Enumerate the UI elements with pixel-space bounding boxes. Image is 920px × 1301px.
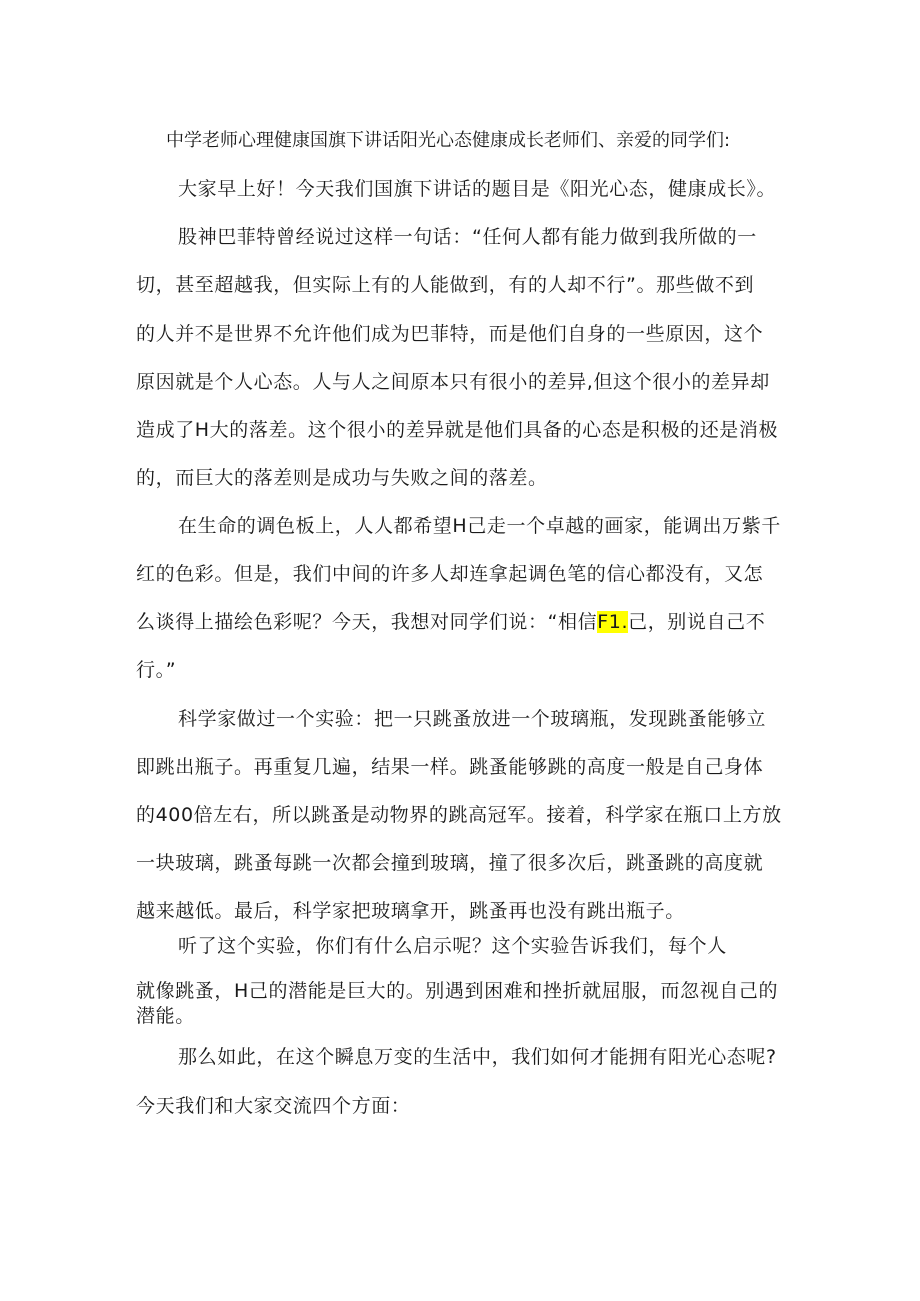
- palette-line-3-after: 己，别说自己不: [628, 611, 766, 633]
- paragraph-palette-line-2: 红的色彩。但是，我们中间的许多人却连拿起调色笔的信心都没有，又怎: [136, 563, 764, 585]
- paragraph-palette-line-1: 在生命的调色板上，人人都希望H己走一个卓越的画家，能调出万紫千: [178, 515, 781, 537]
- paragraph-buffett-line-4: 原因就是个人心态。人与人之间原本只有很小的差异,但这个很小的差异却: [136, 371, 770, 393]
- paragraph-experiment-line-2: 即跳出瓶子。再重复几遍，结果一样。跳蚤能够跳的高度一般是自己身体: [136, 756, 764, 778]
- document-title: 中学老师心理健康国旗下讲话阳光心态健康成长老师们、亲爱的同学们:: [166, 130, 731, 151]
- paragraph-insight-line-2: 就像跳蚤，H己的潜能是巨大的。别遇到困难和挫折就屈服，而忽视自己的: [136, 980, 779, 1002]
- paragraph-greeting-line-1: 大家早上好！今天我们国旗下讲话的题目是《阳光心态，健康成长》。: [178, 178, 777, 200]
- paragraph-experiment-line-3: 的400倍左右，所以跳蚤是动物界的跳高冠军。接着，科学家在瓶口上方放: [136, 804, 782, 826]
- paragraph-insight-line-3: 潜能。: [136, 1005, 195, 1027]
- paragraph-palette-line-4: 行。”: [136, 659, 177, 681]
- paragraph-buffett-line-1: 股神巴菲特曾经说过这样一句话：“任何人都有能力做到我所做的一: [178, 226, 757, 248]
- palette-line-3-before: 么谈得上描绘色彩呢？今天，我想对同学们说：“相信: [136, 611, 598, 633]
- paragraph-conclusion-line-1: 那么如此，在这个瞬息万变的生活中，我们如何才能拥有阳光心态呢?: [178, 1046, 777, 1068]
- paragraph-buffett-line-6: 的，而巨大的落差则是成功与失败之间的落差。: [136, 467, 548, 489]
- highlighted-text: F1.: [597, 611, 629, 633]
- paragraph-buffett-line-2: 切，甚至超越我，但实际上有的人能做到，有的人却不行”。那些做不到: [136, 274, 755, 296]
- paragraph-experiment-line-1: 科学家做过一个实验：把一只跳蚤放进一个玻璃瓶，发现跳蚤能够立: [178, 708, 767, 730]
- paragraph-buffett-line-5: 造成了H大的落差。这个很小的差异就是他们具备的心态是积极的还是消极: [136, 419, 779, 441]
- paragraph-buffett-line-3: 的人并不是世界不允许他们成为巴菲特，而是他们自身的一些原因，这个: [136, 323, 764, 345]
- paragraph-experiment-line-5: 越来越低。最后，科学家把玻璃拿开，跳蚤再也没有跳出瓶子。: [136, 900, 685, 922]
- paragraph-palette-line-3: [136, 609, 765, 635]
- paragraph-insight-line-1: 听了这个实验，你们有什么启示呢？这个实验告诉我们，每个人: [178, 935, 727, 957]
- paragraph-conclusion-line-2: 今天我们和大家交流四个方面：: [136, 1095, 411, 1117]
- paragraph-experiment-line-4: 一块玻璃，跳蚤每跳一次都会撞到玻璃，撞了很多次后，跳蚤跳的高度就: [136, 852, 764, 874]
